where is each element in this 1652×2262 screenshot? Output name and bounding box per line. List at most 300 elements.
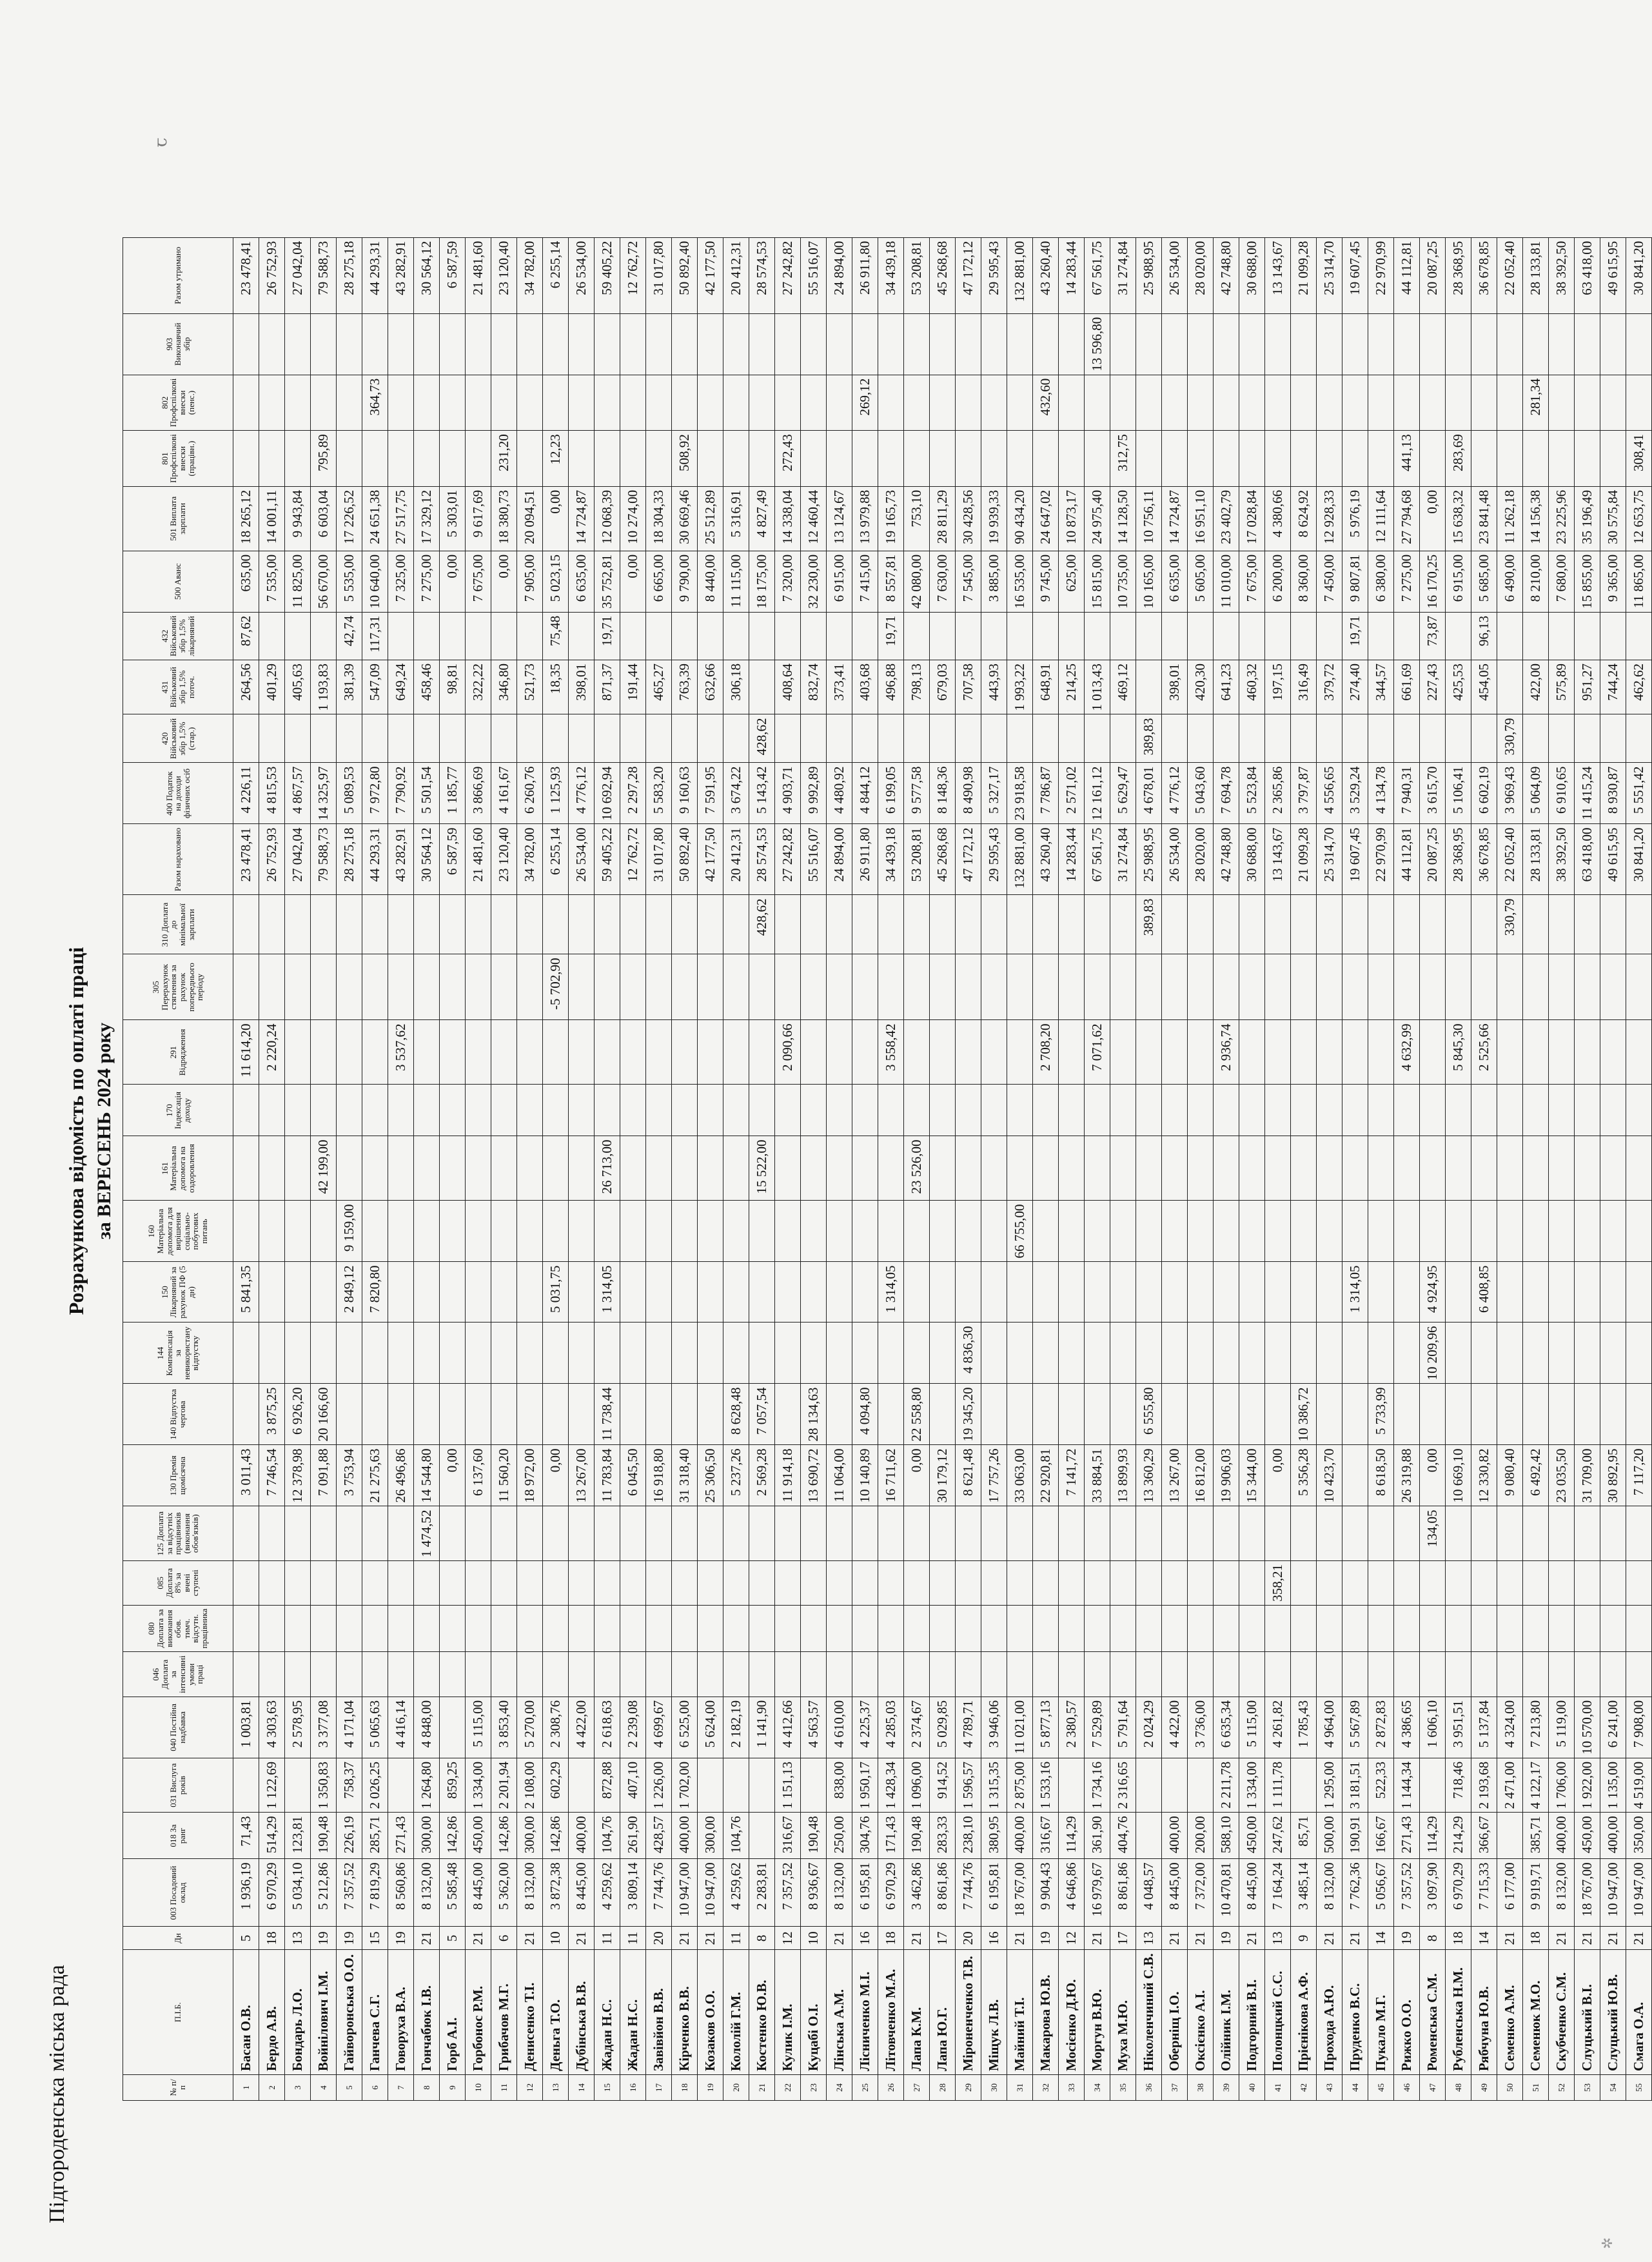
table-row: [1575, 237, 1600, 2100]
amount-cell: 316,67: [1033, 1813, 1059, 1859]
amount-cell: [620, 1201, 646, 1262]
amount-cell: [904, 1605, 930, 1652]
amount-cell: [698, 375, 723, 431]
amount-cell: [904, 313, 930, 375]
amount-cell: [1007, 895, 1033, 954]
amount-cell: 55 516,07: [801, 824, 827, 895]
amount-cell: 6 970,29: [259, 1859, 285, 1927]
employee-name: Оксієнко А.І.: [1188, 1950, 1214, 2075]
amount-cell: [904, 1506, 930, 1561]
amount-cell: 6 045,50: [620, 1445, 646, 1506]
amount-cell: [491, 612, 517, 660]
amount-cell: 71,43: [233, 1813, 259, 1859]
amount-cell: 2 569,28: [749, 1445, 775, 1506]
amount-cell: [1600, 1605, 1626, 1652]
amount-cell: 42 177,50: [698, 237, 723, 313]
amount-cell: [1497, 1020, 1523, 1085]
amount-cell: [440, 1323, 466, 1384]
amount-cell: [981, 1201, 1007, 1262]
amount-cell: [1446, 1262, 1471, 1323]
scan-speck: ✲: [1599, 2237, 1615, 2249]
amount-cell: [1033, 895, 1059, 954]
amount-cell: [1600, 1323, 1626, 1384]
amount-cell: 22 970,99: [1368, 824, 1394, 895]
amount-cell: [1085, 431, 1110, 487]
row-number: 38: [1188, 2075, 1214, 2101]
amount-cell: 454,05: [1471, 660, 1497, 715]
amount-cell: 641,23: [1214, 660, 1239, 715]
amount-cell: [1626, 1506, 1652, 1561]
amount-cell: [672, 1561, 698, 1606]
days-worked: 21: [904, 1927, 930, 1950]
amount-cell: [1523, 1136, 1549, 1201]
amount-cell: [1265, 1201, 1291, 1262]
amount-cell: [749, 1323, 775, 1384]
amount-cell: [1497, 1136, 1523, 1201]
amount-cell: 7 940,31: [1394, 763, 1420, 824]
amount-cell: 465,27: [646, 660, 672, 715]
amount-cell: [1188, 1262, 1214, 1323]
amount-cell: 21 099,28: [1291, 824, 1317, 895]
amount-cell: 8 210,00: [1523, 551, 1549, 612]
amount-cell: 11 783,84: [595, 1445, 620, 1506]
amount-cell: [981, 954, 1007, 1020]
amount-cell: [1007, 1262, 1033, 1323]
amount-cell: [981, 1561, 1007, 1606]
amount-cell: 6 199,05: [878, 763, 904, 824]
amount-cell: 5 056,67: [1368, 1859, 1394, 1927]
amount-cell: [1523, 895, 1549, 954]
amount-cell: 43 282,91: [388, 824, 414, 895]
amount-cell: [1549, 1561, 1575, 1606]
amount-cell: [775, 714, 801, 763]
amount-cell: [1626, 1020, 1652, 1085]
amount-cell: [1368, 1323, 1394, 1384]
amount-cell: 798,13: [904, 660, 930, 715]
amount-cell: [1317, 1384, 1342, 1445]
amount-cell: 4 776,12: [569, 763, 595, 824]
amount-cell: 7 117,20: [1626, 1445, 1652, 1506]
amount-cell: [956, 612, 981, 660]
amount-cell: [672, 954, 698, 1020]
amount-cell: 4 226,11: [233, 763, 259, 824]
days-worked: 21: [1549, 1927, 1575, 1950]
amount-cell: [1291, 1506, 1317, 1561]
amount-cell: 2 875,00: [1007, 1758, 1033, 1813]
amount-cell: 6 587,59: [440, 237, 466, 313]
amount-cell: 4 610,00: [827, 1697, 852, 1758]
amount-cell: 13 899,93: [1110, 1445, 1136, 1506]
amount-cell: 300,00: [414, 1813, 440, 1859]
amount-cell: [414, 895, 440, 954]
amount-cell: [749, 1506, 775, 1561]
amount-cell: [1085, 714, 1110, 763]
amount-cell: [1497, 612, 1523, 660]
amount-cell: [491, 895, 517, 954]
amount-cell: [543, 1561, 569, 1606]
amount-cell: 763,39: [672, 660, 698, 715]
row-number: 54: [1600, 2075, 1626, 2101]
amount-cell: 8 440,00: [698, 551, 723, 612]
amount-cell: 14 283,44: [1059, 237, 1085, 313]
amount-cell: [981, 1652, 1007, 1697]
amount-cell: 36 678,85: [1471, 824, 1497, 895]
amount-cell: [233, 895, 259, 954]
amount-cell: [1033, 1085, 1059, 1136]
amount-cell: 441,13: [1394, 431, 1420, 487]
amount-cell: 31 017,80: [646, 824, 672, 895]
amount-cell: 79 588,73: [311, 237, 337, 313]
amount-cell: 344,57: [1368, 660, 1394, 715]
amount-cell: 42 748,80: [1214, 824, 1239, 895]
amount-cell: [1471, 1561, 1497, 1606]
amount-cell: [852, 895, 878, 954]
amount-cell: 648,91: [1033, 660, 1059, 715]
amount-cell: [1446, 1136, 1471, 1201]
amount-cell: [1239, 431, 1265, 487]
amount-cell: [1575, 1085, 1600, 1136]
column-header: 130 Премія щомісячна: [123, 1445, 233, 1506]
days-worked: 8: [749, 1927, 775, 1950]
amount-cell: 20 412,31: [723, 824, 749, 895]
amount-cell: 7 744,76: [646, 1859, 672, 1927]
amount-cell: 30 575,84: [1600, 486, 1626, 551]
amount-cell: [827, 1262, 852, 1323]
amount-cell: [311, 375, 337, 431]
amount-cell: 10 570,00: [1575, 1697, 1600, 1758]
amount-cell: 460,32: [1239, 660, 1265, 715]
amount-cell: [1239, 1085, 1265, 1136]
amount-cell: [801, 612, 827, 660]
amount-cell: 1 533,16: [1033, 1758, 1059, 1813]
amount-cell: [1549, 1605, 1575, 1652]
amount-cell: [930, 1262, 956, 1323]
row-number: 42: [1291, 2075, 1317, 2101]
amount-cell: 514,29: [259, 1813, 285, 1859]
amount-cell: [1291, 954, 1317, 1020]
amount-cell: 707,58: [956, 660, 981, 715]
amount-cell: 1 096,00: [904, 1758, 930, 1813]
amount-cell: [1600, 1652, 1626, 1697]
amount-cell: 24 894,00: [827, 237, 852, 313]
column-header: 018 За ранг: [123, 1813, 233, 1859]
amount-cell: [723, 313, 749, 375]
column-header: 040 Постійна надбавка: [123, 1697, 233, 1758]
amount-cell: [440, 1561, 466, 1606]
amount-cell: 283,33: [930, 1813, 956, 1859]
amount-cell: [646, 895, 672, 954]
row-number: 3: [285, 2075, 311, 2101]
amount-cell: [362, 1561, 388, 1606]
amount-cell: [930, 612, 956, 660]
amount-cell: [285, 375, 311, 431]
amount-cell: [466, 1384, 491, 1445]
amount-cell: 2 872,83: [1368, 1697, 1394, 1758]
days-worked: 9: [1291, 1927, 1317, 1950]
amount-cell: 13 690,72: [801, 1445, 827, 1506]
amount-cell: 2 026,25: [362, 1758, 388, 1813]
amount-cell: 23 120,40: [491, 824, 517, 895]
amount-cell: 18,35: [543, 660, 569, 715]
table-row: [930, 237, 956, 2100]
amount-cell: [1471, 1506, 1497, 1561]
amount-cell: [930, 714, 956, 763]
amount-cell: 1 993,22: [1007, 660, 1033, 715]
amount-cell: [388, 1085, 414, 1136]
days-worked: 21: [827, 1927, 852, 1950]
amount-cell: 16 979,67: [1085, 1859, 1110, 1927]
amount-cell: [311, 954, 337, 1020]
employee-name: Деньга Т.О.: [543, 1950, 569, 2075]
amount-cell: [878, 1652, 904, 1697]
amount-cell: [698, 1262, 723, 1323]
amount-cell: [878, 714, 904, 763]
amount-cell: 18 767,00: [1575, 1859, 1600, 1927]
amount-cell: 26 534,00: [1162, 824, 1188, 895]
amount-cell: 12 928,33: [1317, 486, 1342, 551]
amount-cell: 6 635,34: [1214, 1697, 1239, 1758]
amount-cell: 27 794,68: [1394, 486, 1420, 551]
amount-cell: [775, 954, 801, 1020]
amount-cell: 6 635,00: [1162, 551, 1188, 612]
employee-name: Грибачов М.Г.: [491, 1950, 517, 2075]
amount-cell: 795,89: [311, 431, 337, 487]
amount-cell: [1110, 1506, 1136, 1561]
row-number: 52: [1549, 2075, 1575, 2101]
amount-cell: [440, 1020, 466, 1085]
days-worked: 21: [1600, 1927, 1626, 1950]
amount-cell: [440, 714, 466, 763]
table-row: [1239, 237, 1265, 2100]
amount-cell: [801, 1201, 827, 1262]
amount-cell: [233, 431, 259, 487]
amount-cell: [1291, 1201, 1317, 1262]
amount-cell: 6 602,19: [1471, 763, 1497, 824]
amount-cell: [827, 1561, 852, 1606]
amount-cell: [930, 1561, 956, 1606]
amount-cell: 23 035,50: [1549, 1445, 1575, 1506]
amount-cell: 5 605,00: [1188, 551, 1214, 612]
table-row: [491, 237, 517, 2100]
column-header: Дн: [123, 1927, 233, 1950]
amount-cell: [1033, 313, 1059, 375]
amount-cell: [388, 375, 414, 431]
amount-cell: [543, 1020, 569, 1085]
employee-name: Дубінська В.В.: [569, 1950, 595, 2075]
amount-cell: [1085, 375, 1110, 431]
amount-cell: [904, 954, 930, 1020]
amount-cell: [878, 1085, 904, 1136]
amount-cell: 6 915,00: [827, 551, 852, 612]
amount-cell: 13 143,67: [1265, 824, 1291, 895]
amount-cell: 28 574,53: [749, 237, 775, 313]
amount-cell: 16 170,25: [1420, 551, 1446, 612]
amount-cell: [1162, 1758, 1188, 1813]
amount-cell: 4 848,00: [414, 1697, 440, 1758]
amount-cell: [801, 1136, 827, 1201]
amount-cell: 16 951,10: [1188, 486, 1214, 551]
amount-cell: [1239, 954, 1265, 1020]
amount-cell: 3 462,86: [904, 1859, 930, 1927]
row-number: 2: [259, 2075, 285, 2101]
amount-cell: 2 220,24: [259, 1020, 285, 1085]
amount-cell: [1007, 954, 1033, 1020]
amount-cell: 200,00: [1188, 1813, 1214, 1859]
amount-cell: [466, 612, 491, 660]
amount-cell: [749, 1262, 775, 1323]
amount-cell: 0,00: [620, 551, 646, 612]
amount-cell: [698, 431, 723, 487]
amount-cell: 4 699,67: [646, 1697, 672, 1758]
amount-cell: [698, 313, 723, 375]
employee-name: Смага О.А.: [1626, 1950, 1652, 2075]
amount-cell: 20 412,31: [723, 237, 749, 313]
employee-name: Моргун В.Ю.: [1085, 1950, 1110, 2075]
amount-cell: 7 450,00: [1317, 551, 1342, 612]
amount-cell: [1471, 1652, 1497, 1697]
amount-cell: 458,46: [414, 660, 440, 715]
amount-cell: [956, 714, 981, 763]
amount-cell: 2 201,94: [491, 1758, 517, 1813]
amount-cell: [337, 1085, 362, 1136]
amount-cell: [672, 1652, 698, 1697]
amount-cell: 4 285,03: [878, 1697, 904, 1758]
amount-cell: [827, 954, 852, 1020]
amount-cell: 20 087,25: [1420, 824, 1446, 895]
amount-cell: [904, 612, 930, 660]
amount-cell: [1342, 1561, 1368, 1606]
amount-cell: [1342, 1085, 1368, 1136]
days-worked: 21: [1239, 1927, 1265, 1950]
amount-cell: 26 911,80: [852, 824, 878, 895]
table-row: [517, 237, 543, 2100]
amount-cell: [1136, 1813, 1162, 1859]
amount-cell: [440, 895, 466, 954]
amount-cell: 432,60: [1033, 375, 1059, 431]
employee-name: Войнілович І.М.: [311, 1950, 337, 2075]
amount-cell: 7 529,89: [1085, 1697, 1110, 1758]
amount-cell: 632,66: [698, 660, 723, 715]
amount-cell: 4 556,65: [1317, 763, 1342, 824]
days-worked: 21: [1342, 1927, 1368, 1950]
amount-cell: [1626, 313, 1652, 375]
amount-cell: 425,53: [1446, 660, 1471, 715]
amount-cell: 191,44: [620, 660, 646, 715]
amount-cell: [1033, 954, 1059, 1020]
days-worked: 11: [595, 1927, 620, 1950]
amount-cell: [1136, 431, 1162, 487]
amount-cell: [930, 1201, 956, 1262]
amount-cell: [517, 612, 543, 660]
amount-cell: [595, 1652, 620, 1697]
amount-cell: [337, 1605, 362, 1652]
days-worked: 19: [311, 1927, 337, 1950]
amount-cell: [337, 714, 362, 763]
amount-cell: 366,67: [1471, 1813, 1497, 1859]
amount-cell: [852, 1020, 878, 1085]
amount-cell: [775, 895, 801, 954]
amount-cell: 4 836,30: [956, 1323, 981, 1384]
amount-cell: [569, 954, 595, 1020]
amount-cell: [1420, 1561, 1446, 1606]
amount-cell: [981, 375, 1007, 431]
row-number: 45: [1368, 2075, 1394, 2101]
amount-cell: 190,48: [904, 1813, 930, 1859]
amount-cell: 4 412,66: [775, 1697, 801, 1758]
table-row: [1446, 237, 1471, 2100]
amount-cell: [801, 954, 827, 1020]
table-row: [311, 237, 337, 2100]
table-row: [956, 237, 981, 2100]
amount-cell: 1 151,13: [775, 1758, 801, 1813]
amount-cell: 16 918,80: [646, 1445, 672, 1506]
amount-cell: 50 892,40: [672, 237, 698, 313]
amount-cell: [1446, 1323, 1471, 1384]
amount-cell: [1188, 1085, 1214, 1136]
amount-cell: 11 825,00: [285, 551, 311, 612]
amount-cell: [1549, 612, 1575, 660]
amount-cell: 6 195,81: [852, 1859, 878, 1927]
amount-cell: [337, 895, 362, 954]
amount-cell: [1214, 1136, 1239, 1201]
amount-cell: [749, 313, 775, 375]
amount-cell: [956, 431, 981, 487]
table-row: [1265, 237, 1291, 2100]
amount-cell: [388, 1561, 414, 1606]
amount-cell: 30 669,46: [672, 486, 698, 551]
employee-name: Козаков О.О.: [698, 1950, 723, 2075]
amount-cell: -5 702,90: [543, 954, 569, 1020]
amount-cell: [620, 1085, 646, 1136]
amount-cell: 44 112,81: [1394, 237, 1420, 313]
amount-cell: [672, 1323, 698, 1384]
employee-name: Рубленська Н.М.: [1446, 1950, 1471, 2075]
amount-cell: [1600, 431, 1626, 487]
amount-cell: [517, 1384, 543, 1445]
amount-cell: 16 535,00: [1007, 551, 1033, 612]
amount-cell: [491, 714, 517, 763]
amount-cell: [1368, 1506, 1394, 1561]
amount-cell: [1446, 1085, 1471, 1136]
amount-cell: 26 534,00: [1162, 237, 1188, 313]
amount-cell: [1265, 1085, 1291, 1136]
amount-cell: [259, 313, 285, 375]
amount-cell: 7 820,80: [362, 1262, 388, 1323]
amount-cell: [956, 1605, 981, 1652]
amount-cell: 4 789,71: [956, 1697, 981, 1758]
amount-cell: 24 975,40: [1085, 486, 1110, 551]
amount-cell: 264,56: [233, 660, 259, 715]
amount-cell: [827, 1020, 852, 1085]
amount-cell: 1 350,83: [311, 1758, 337, 1813]
amount-cell: 28 368,95: [1446, 824, 1471, 895]
amount-cell: [233, 1384, 259, 1445]
amount-cell: [956, 1506, 981, 1561]
table-row: [362, 237, 388, 2100]
amount-cell: 4 386,65: [1394, 1697, 1420, 1758]
amount-cell: [878, 313, 904, 375]
row-number: 4: [311, 2075, 337, 2101]
amount-cell: [466, 1020, 491, 1085]
amount-cell: [1214, 1561, 1239, 1606]
amount-cell: 20 094,51: [517, 486, 543, 551]
amount-cell: 14 283,44: [1059, 824, 1085, 895]
amount-cell: 400,00: [569, 1813, 595, 1859]
amount-cell: [1136, 375, 1162, 431]
amount-cell: [1342, 313, 1368, 375]
amount-cell: 49 615,95: [1600, 237, 1626, 313]
amount-cell: 26 496,86: [388, 1445, 414, 1506]
